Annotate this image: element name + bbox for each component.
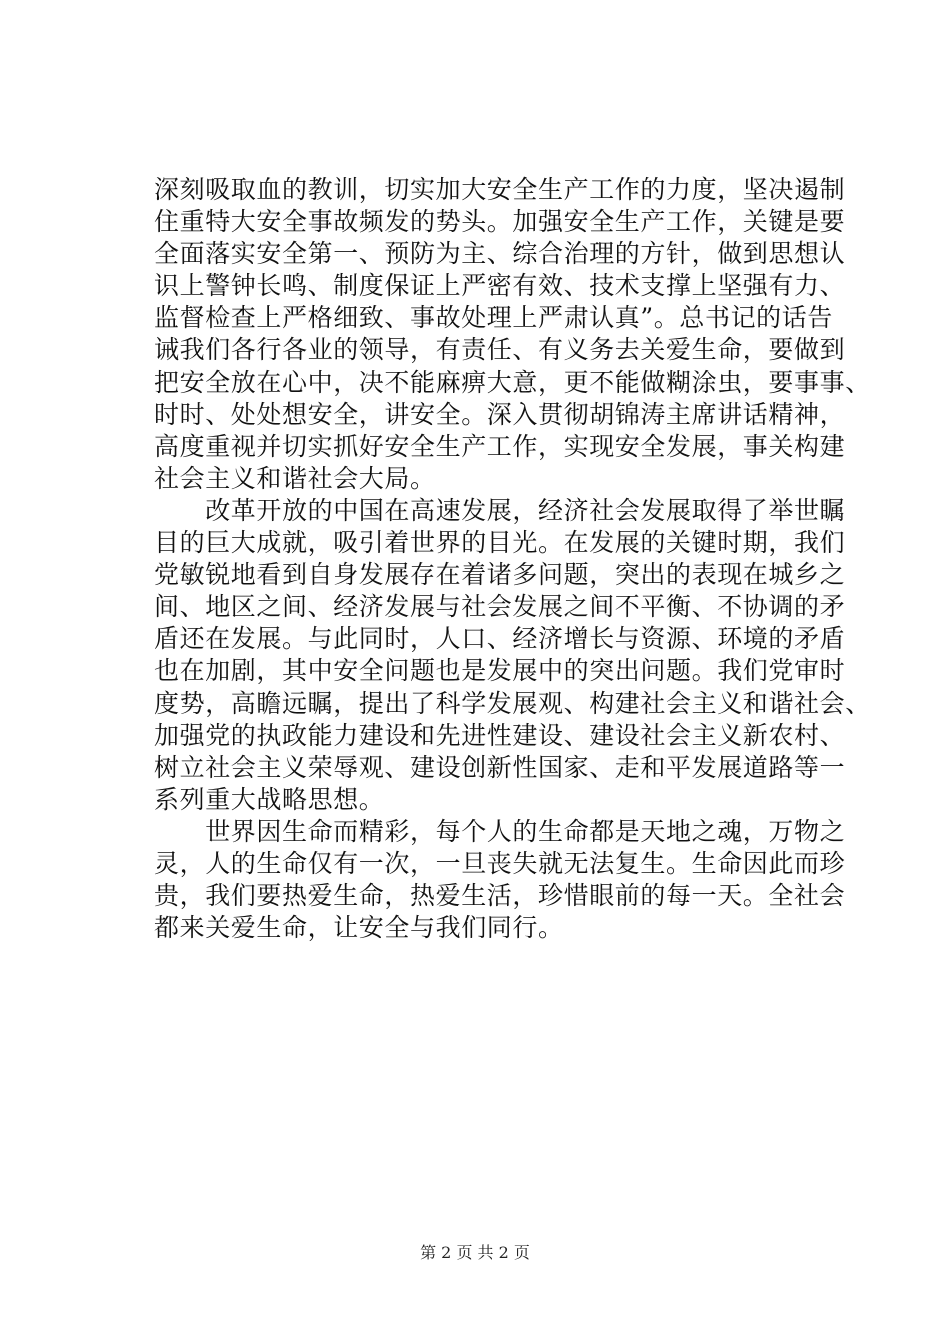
text-line: 树立社会主义荣辱观、建设创新性国家、走和平发展道路等一	[154, 752, 846, 782]
page-footer	[0, 1243, 950, 1263]
text-line: 社会主义和谐社会大局。	[154, 463, 436, 493]
text-line: 间、地区之间、经济发展与社会发展之间不平衡、不协调的矛	[154, 592, 846, 622]
text-line: 度势，高瞻远瞩，提出了科学发展观、构建社会主义和谐社会、	[154, 688, 871, 718]
text-line: 住重特大安全事故频发的势头。加强安全生产工作，关键是要	[154, 207, 846, 237]
text-line: 高度重视并切实抓好安全生产工作，实现安全发展，事关构建	[154, 431, 846, 461]
text-line: 都来关爱生命，让安全与我们同行。	[154, 913, 564, 943]
text-line: 全面落实安全第一、预防为主、综合治理的方针，做到思想认	[154, 239, 846, 269]
document-body	[154, 174, 871, 944]
page-number-label: 第 2 页 共 2 页	[420, 1243, 530, 1262]
text-line: 贵，我们要热爱生命，热爱生活，珍惜眼前的每一天。全社会	[154, 881, 846, 911]
text-line: 改革开放的中国在高速发展，经济社会发展取得了举世瞩	[154, 495, 846, 525]
text-line: 深刻吸取血的教训，切实加大安全生产工作的力度，坚决遏制	[154, 175, 846, 204]
text-line: 监督检查上严格细致、事故处理上严肃认真”。总书记的话告	[154, 303, 833, 333]
text-line: 系列重大战略思想。	[154, 784, 385, 814]
text-line: 时时、处处想安全，讲安全。深入贯彻胡锦涛主席讲话精神，	[154, 399, 846, 429]
text-line: 加强党的执政能力建设和先进性建设、建设社会主义新农村、	[154, 720, 846, 750]
text-line: 灵，人的生命仅有一次，一旦丧失就无法复生。生命因此而珍	[154, 848, 846, 878]
text-line: 也在加剧，其中安全问题也是发展中的突出问题。我们党审时	[154, 656, 846, 686]
text-line: 党敏锐地看到自身发展存在着诸多问题，突出的表现在城乡之	[154, 560, 846, 590]
text-line: 识上警钟长鸣、制度保证上严密有效、技术支撑上坚强有力、	[154, 271, 846, 301]
text-line: 诫我们各行各业的领导，有责任、有义务去关爱生命，要做到	[154, 335, 846, 365]
text-line: 把安全放在心中，决不能麻痹大意，更不能做糊涂虫，要事事、	[154, 367, 871, 397]
text-line: 盾还在发展。与此同时，人口、经济增长与资源、环境的矛盾	[154, 624, 846, 654]
text-line: 目的巨大成就，吸引着世界的目光。在发展的关键时期，我们	[154, 528, 846, 558]
text-line: 世界因生命而精彩，每个人的生命都是天地之魂，万物之	[154, 816, 846, 846]
